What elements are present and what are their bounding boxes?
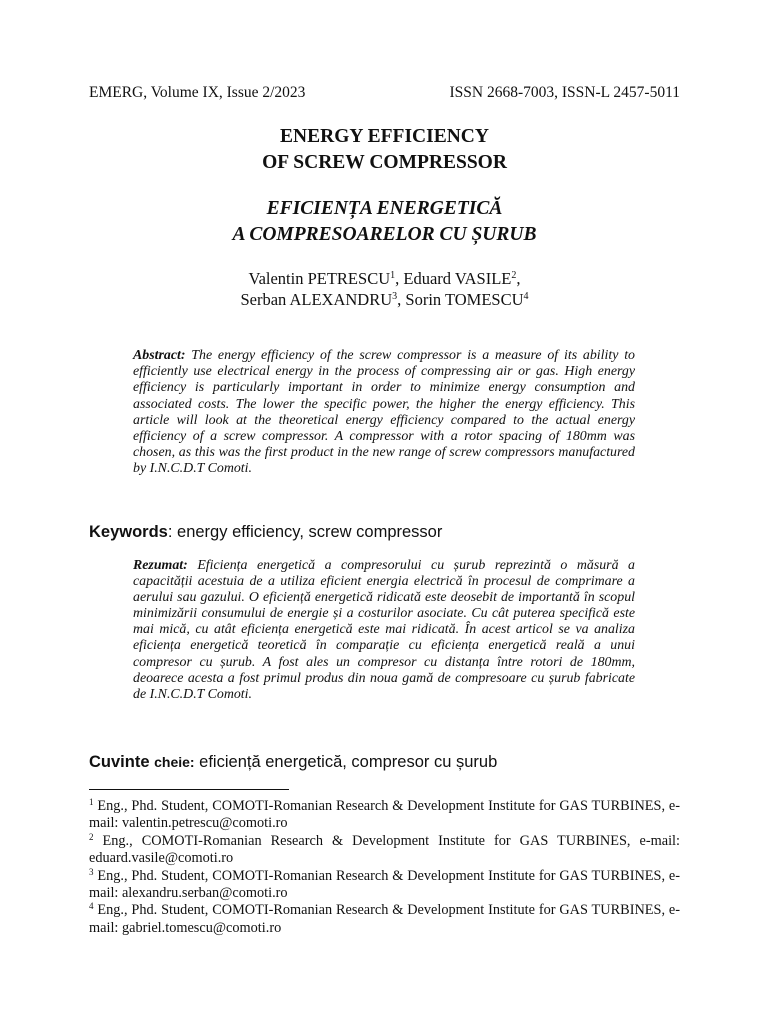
footnote [89,902,680,937]
footnote-mark: 2 [89,831,94,842]
author-affiliation-mark: 2 [511,270,517,281]
keywords-romanian [89,752,680,772]
author-name: Sorin TOMESCU [405,290,524,309]
footnote [89,798,680,833]
paper-title-romanian [89,196,680,248]
rezumat-label: Rezumat: [133,558,188,573]
footnote-text: Eng., Phd. Student, COMOTI-Romanian Research & Development Institute for GAS TURBINES, e-mail: gabriel.tomescu@comoti.ro [89,902,681,936]
running-header [89,84,680,102]
journal-issue: EMERG, Volume IX, Issue 2/2023 [89,84,306,101]
keywords-label: Keywords [89,523,168,541]
author-name: Eduard VASILE [403,269,512,288]
paper-title [89,124,680,176]
author-list [89,268,680,310]
footnote-mark: 4 [89,901,94,912]
rezumat-text: Eficiența energetică a compresorului cu șurub reprezintă o măsură a capacității acestuia de a utiliza eficient energia electrică în procesul de comprimare a aerului sau gazului. O eficiență energetică ridicată este deosebit de importantă în scopul minimizării consumului de energie și a costurilor asociate. Cu cât puterea specifică este mai mică, cu atât eficiența energetică este mai ridicată. În acest articol se va analiza eficiența energetică teoretică în comparație cu eficiența energetică reală a unui compresor cu șurub. A fost ales un compresor cu distanța între rotori de 180mm, deoarece acesta a fost primul produs din noua gamă de compresoare cu șurub fabricate de I.N.C.D.T Comoti. [133,558,635,702]
keywords-text: : energy efficiency, screw compressor [167,523,443,541]
keywords [89,522,680,542]
author-affiliation-mark: 4 [523,291,529,302]
footnote-text: Eng., Phd. Student, COMOTI-Romanian Research & Development Institute for GAS TURBINES, e-mail: valentin.petrescu@comoti.ro [89,798,681,832]
footnote [89,868,680,903]
issn-info: ISSN 2668-7003, ISSN-L 2457-5011 [449,84,680,101]
author-name: Serban ALEXANDRU [240,290,393,309]
cuvinte-text: eficiență energetică, compresor cu șurub [199,753,498,771]
cuvinte-label-word-2: cheie: [154,754,195,770]
footnote-separator [89,789,289,790]
title-line-1: ENERGY EFFICIENCY [280,126,489,147]
title-line-2: OF SCREW COMPRESSOR [262,152,507,173]
footnotes [89,798,680,937]
footnote [89,833,680,868]
author-affiliation-mark: 1 [390,270,396,281]
abstract-label: Abstract: [133,348,186,363]
footnote-mark: 3 [89,866,94,877]
abstract [133,348,635,478]
author-name: Valentin PETRESCU [248,269,391,288]
footnote-mark: 1 [89,797,94,807]
abstract-romanian [133,558,635,703]
abstract-text: The energy efficiency of the screw compressor is a measure of its ability to efficiently use electrical energy in the process of compressing air or gas. High energy efficiency is particularly important in order to minimize energy consumption and associated costs. The lower the specific power, the higher the energy efficiency. This article will look at the theoretical energy efficiency compared to the actual energy efficiency of a screw compressor. A compressor with a rotor spacing of 180mm was chosen, as this was the first product in the new range of screw compressors manufactured by I.N.C.D.T Comoti. [133,348,635,477]
author-affiliation-mark: 3 [392,291,398,302]
footnote-text: Eng., Phd. Student, COMOTI-Romanian Research & Development Institute for GAS TURBINES, e-mail: alexandru.serban@comoti.ro [89,867,681,902]
authors-line-1: Valentin PETRESCU$^1$, Eduard VASILE$^2$, [248,269,521,288]
authors-line-2: Serban ALEXANDRU$^3$, Sorin TOMESCU$^4$ [240,290,529,309]
subtitle-line-1: EFICIENȚA ENERGETICĂ [266,198,503,219]
cuvinte-label-word-1: Cuvinte [89,753,150,771]
footnote-text: Eng., COMOTI-Romanian Research & Development Institute for GAS TURBINES, e-mail: eduard.vasile@comoti.ro [89,832,680,867]
subtitle-line-2: A COMPRESOARELOR CU ȘURUB [232,224,537,245]
